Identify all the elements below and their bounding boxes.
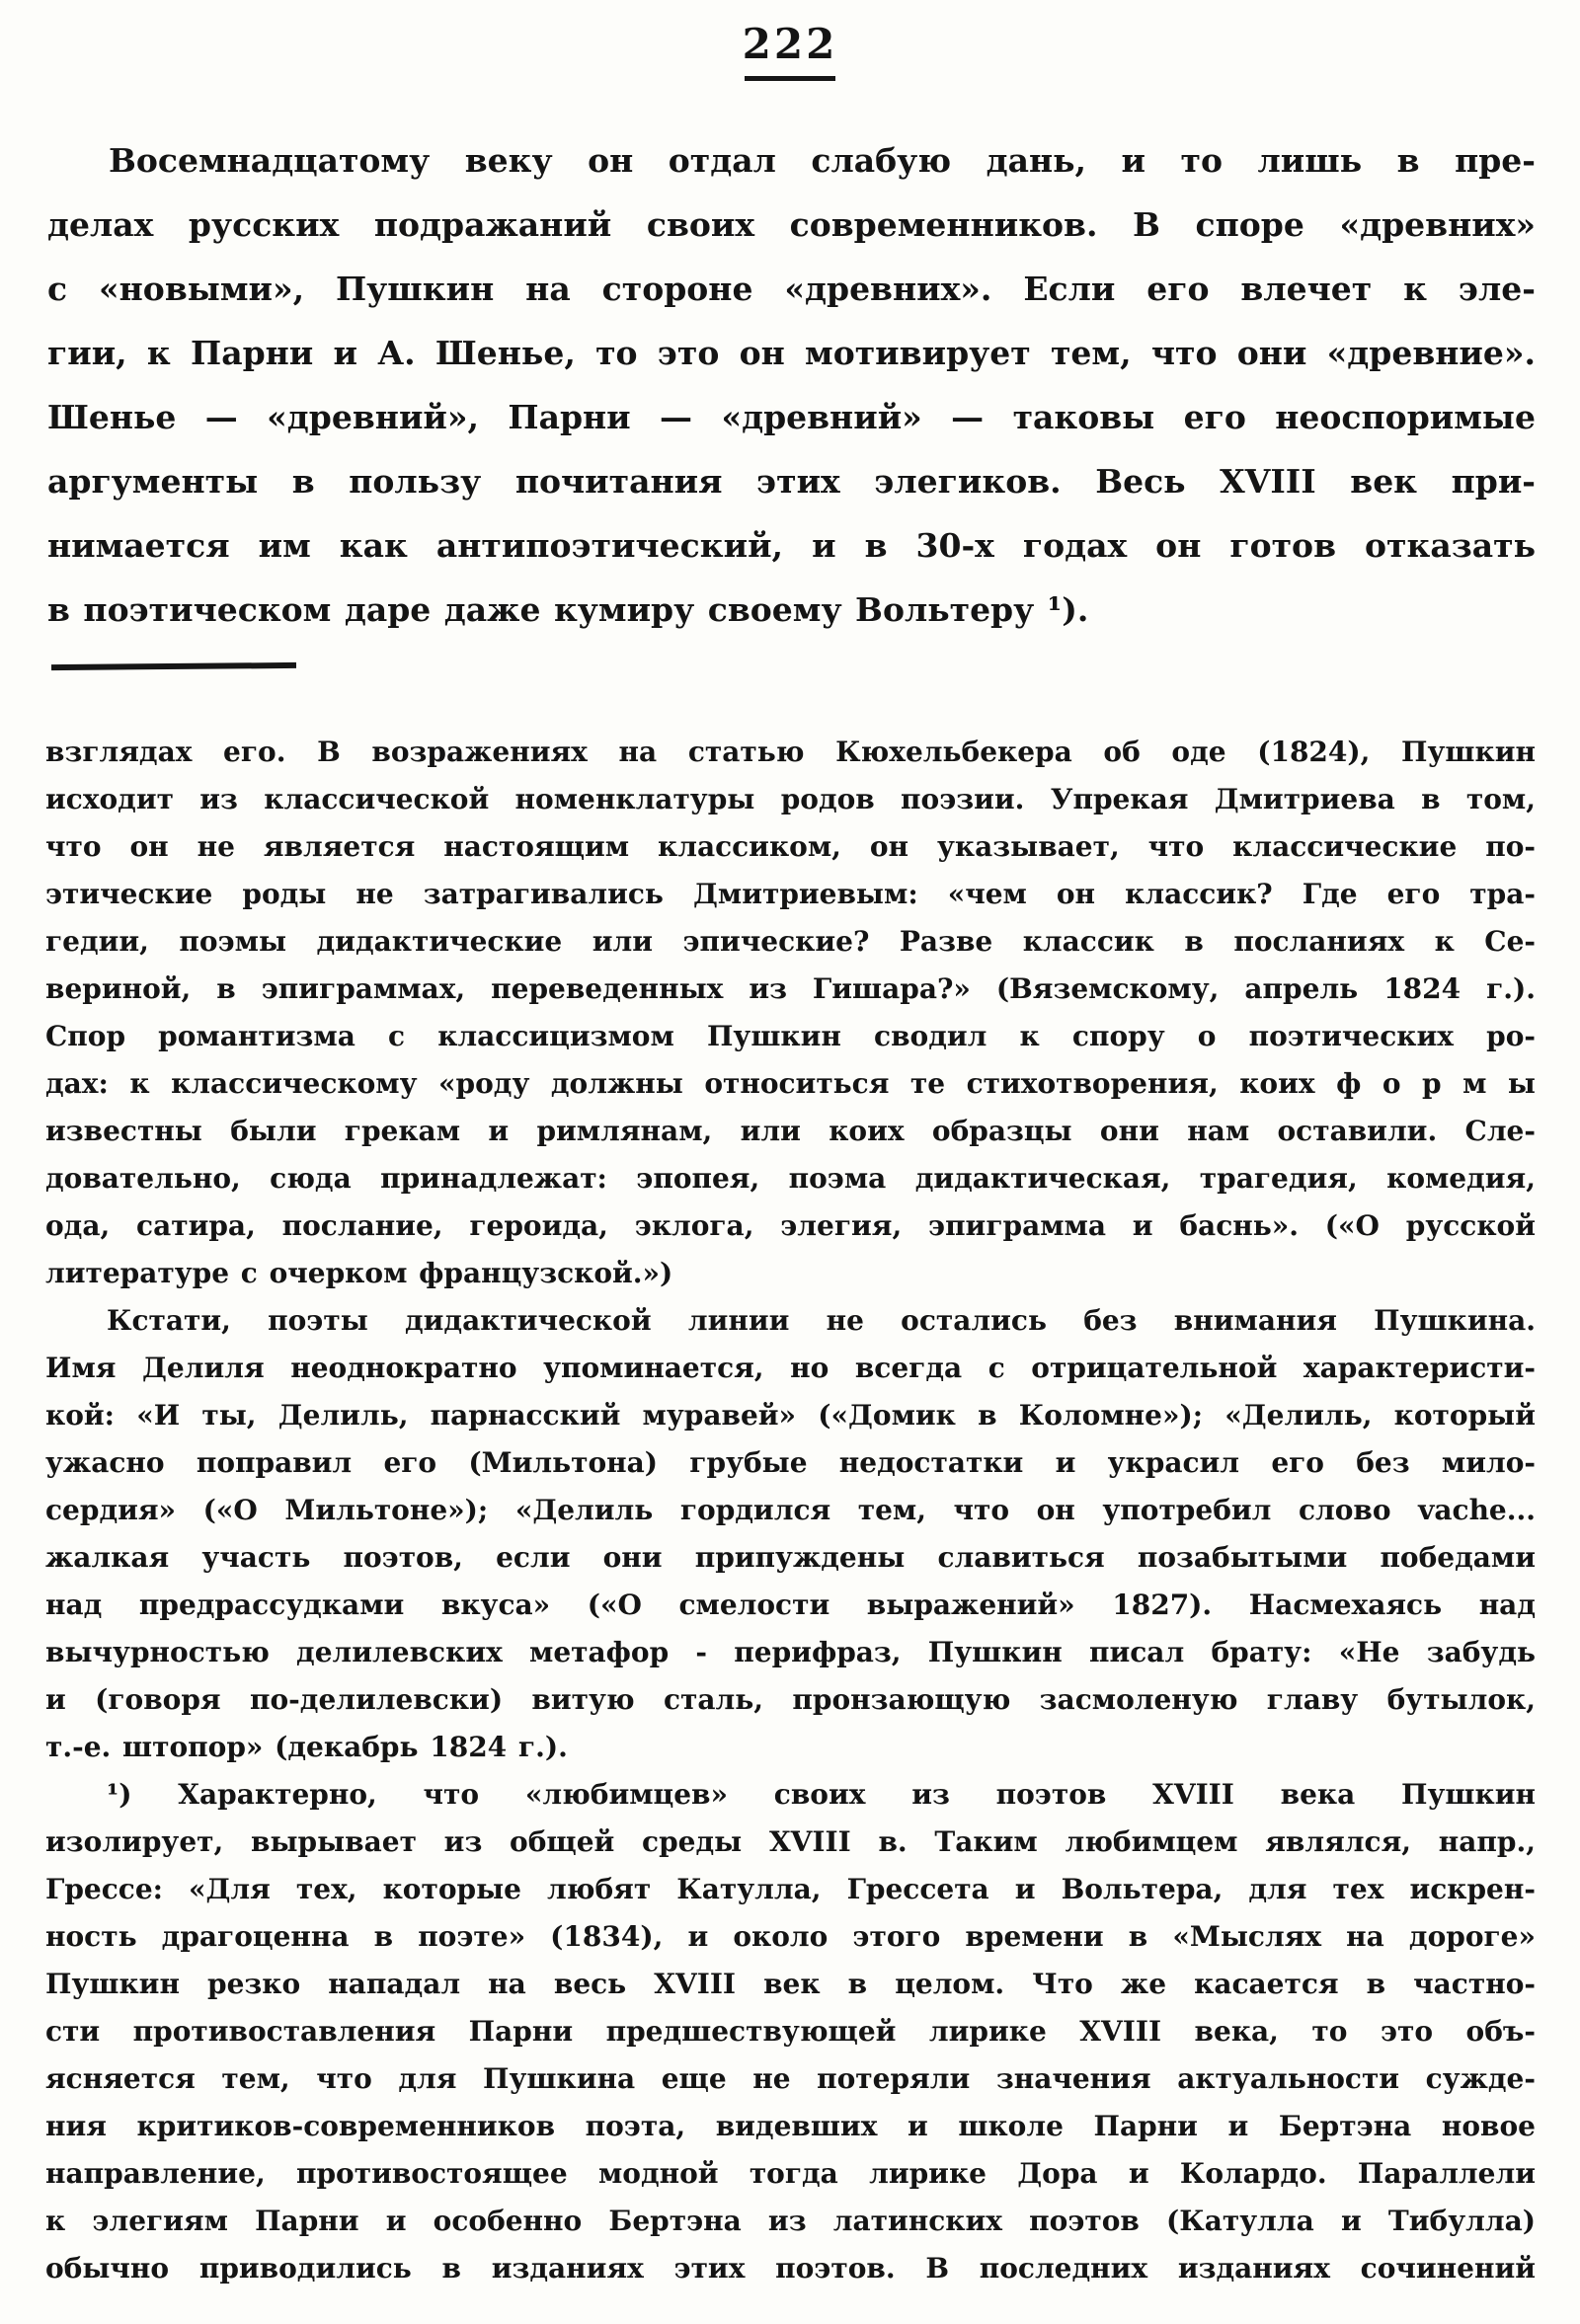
footnote-line: сти противоставления Парни предшествующей лирике XVIII века, то это объ- xyxy=(45,2015,1536,2048)
footnote-line: к элегиям Парни и особенно Бертэна из латинских поэтов (Катулла и Тибулла) xyxy=(45,2205,1536,2237)
footnote-line: Пушкин резко нападал на весь XVIII век в целом. Что же касается в частно- xyxy=(45,1968,1536,2000)
footnote-line: над предрассудками вкуса» («О смелости выражений» 1827). Насмехаясь над xyxy=(45,1588,1536,1621)
footnote-line: дах: к классическому «роду должны относиться те стихотворения, коих ф о р м ы xyxy=(45,1067,1536,1100)
page-number: 222 xyxy=(742,20,838,68)
footnote-line: изолирует, вырывает из общей среды XVIII в. Таким любимцем являлся, напр., xyxy=(45,1825,1536,1858)
footnote-line: ода, сатира, послание, героида, эклога, элегия, эпиграмма и баснь». («О русской xyxy=(45,1209,1536,1242)
text-line: делах русских подражаний своих современников. В споре «древних» xyxy=(47,205,1536,244)
footnote-line: т.-е. штопор» (декабрь 1824 г.). xyxy=(45,1731,568,1763)
footnote-line: исходит из классической номенклатуры родов поэзии. Упрекая Дмитриева в том, xyxy=(45,783,1536,815)
footnote-line: жалкая участь поэтов, если они припуждены славиться позабытыми победами xyxy=(45,1541,1536,1574)
footnote-line: обычно приводились в изданиях этих поэтов. В последних изданиях сочинений xyxy=(45,2252,1536,2285)
footnote-line: Грессе: «Для тех, которые любят Катулла, Грессета и Вольтера, для тех искрен- xyxy=(45,1873,1536,1905)
main-paragraph xyxy=(47,128,1536,642)
text-line: в поэтическом даре даже кумиру своему Вольтеру ¹). xyxy=(47,590,1089,629)
footnote-line: гедии, поэмы дидактические или эпические? Разве классик в посланиях к Се- xyxy=(45,925,1536,958)
text-line: Шенье — «древний», Парни — «древний» — таковы его неоспоримые xyxy=(47,398,1536,436)
text-line: аргументы в пользу почитания этих элегиков. Весь XVIII век при- xyxy=(47,462,1536,501)
footnote-line: взглядах его. В возражениях на статью Кюхельбекера об оде (1824), Пушкин xyxy=(45,736,1536,768)
footnote-line: вериной, в эпиграммах, переведенных из Гишара?» (Вяземскому, апрель 1824 г.). xyxy=(45,972,1536,1005)
footnote-line: Кстати, поэты дидактической линии не остались без внимания Пушкина. xyxy=(107,1304,1536,1337)
footnote-line: ность драгоценна в поэте» (1834), и около этого времени в «Мыслях на дороге» xyxy=(45,1920,1536,1953)
footnote-line: что он не является настоящим классиком, он указывает, что классические по- xyxy=(45,830,1536,863)
text-line: с «новыми», Пушкин на стороне «древних». Если его влечет к эле- xyxy=(47,270,1536,308)
footnote-line: довательно, сюда принадлежат: эпопея, поэма дидактическая, трагедия, комедия, xyxy=(45,1162,1536,1195)
footnote-line: кой: «И ты, Делиль, парнасский муравей» («Домик в Коломне»); «Делиль, который xyxy=(45,1399,1536,1432)
page-header xyxy=(0,0,1580,81)
footnote-line: известны были грекам и римлянам, или коих образцы они нам оставили. Сле- xyxy=(45,1115,1536,1147)
page-number-underline xyxy=(745,76,835,81)
footnote-line: Спор романтизма с классицизмом Пушкин сводил к спору о поэтических ро- xyxy=(45,1020,1536,1052)
footnote-line: ¹) Характерно, что «любимцев» своих из поэтов XVIII века Пушкин xyxy=(107,1778,1536,1811)
footnote-line: литературе с очерком французской.») xyxy=(45,1257,673,1289)
footnote-separator xyxy=(51,662,296,670)
footnote-line: вычурностью делилевских метафор - перифраз, Пушкин писал брату: «Не забудь xyxy=(45,1636,1536,1668)
footnote-line: ясняется тем, что для Пушкина еще не потеряли значения актуальности сужде- xyxy=(45,2062,1536,2095)
footnote-line: ужасно поправил его (Мильтона) грубые недостатки и украсил его без мило- xyxy=(45,1446,1536,1479)
footnote-line: Имя Делиля неоднократно упоминается, но всегда с отрицательной характеристи- xyxy=(45,1352,1536,1384)
footnote-line: этические роды не затрагивались Дмитриевым: «чем он классик? Где его тра- xyxy=(45,878,1536,910)
text-line: нимается им как антипоэтический, и в 30-х годах он готов отказать xyxy=(47,526,1536,565)
footnote-line: сердия» («О Мильтоне»); «Делиль гордился тем, что он употребил слово vache... xyxy=(45,1494,1536,1526)
footnote-line: и (говоря по-делилевски) витую сталь, пронзающую засмоленую главу бутылок, xyxy=(45,1683,1536,1716)
text-line: Восемнадцатому веку он отдал слабую дань, и то лишь в пре- xyxy=(109,141,1536,180)
text-line: гии, к Парни и А. Шенье, то это он мотивирует тем, что они «древние». xyxy=(47,334,1536,372)
footnote-line: ния критиков-современников поэта, видевших и школе Парни и Бертэна новое xyxy=(45,2110,1536,2142)
footnote-block xyxy=(45,729,1536,2292)
footnote-line: направление, противостоящее модной тогда лирике Дора и Колардо. Параллели xyxy=(45,2157,1536,2190)
